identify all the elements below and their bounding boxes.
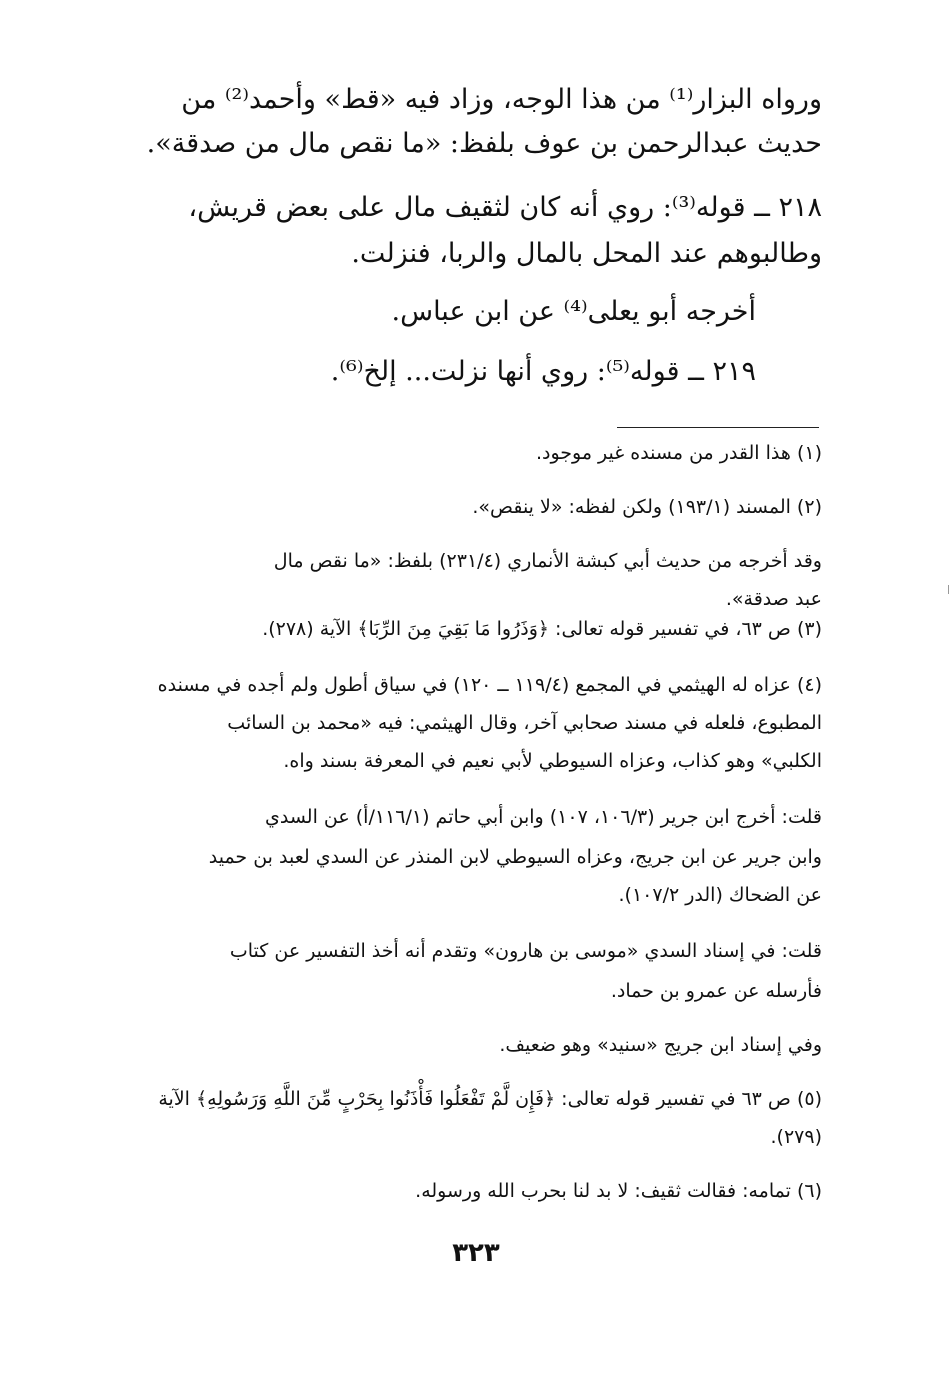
main-text-line: حديث عبدالرحمن بن عوف بلفظ: «ما نقص مال من صدقة». <box>146 128 822 159</box>
entry-219: ٢١٩ ــ قوله⁽⁵⁾: روي أنها نزلت... إلخ⁽⁶⁾. <box>330 356 756 387</box>
footnote-2: (٢) المسند (١٩٣/١) ولكن لفظه: «لا ينقص». <box>472 496 822 518</box>
footnote-4-remark: وابن جرير عن ابن جريج، وعزاه السيوطي لابن المنذر عن السدي لعبد بن حميد <box>208 846 822 868</box>
page-edge-mark <box>948 585 949 594</box>
footnote-4-remark: قلت: في إسناد السدي «موسى بن هارون» وتقدم أنه أخذ التفسير عن كتاب <box>229 940 822 962</box>
footnote-4: الكلبي» وهو كذاب، وعزاه السيوطي لأبي نعيم في المعرفة بسند واه. <box>283 750 822 772</box>
page-number: ٣٢٣ <box>452 1238 500 1268</box>
footnote-4-remark: فأرسله عن عمرو بن حماد. <box>610 980 822 1002</box>
footnote-4-remark: قلت: أخرج ابن جرير (١٠٦/٣، ١٠٧) وابن أبي حاتم (١١٦/١/أ) عن السدي <box>265 806 822 828</box>
footnote-6: (٦) تمامه: فقالت ثقيف: لا بد لنا بحرب الله ورسوله. <box>415 1180 822 1202</box>
footnote-4-remark: وفي إسناد ابن جريج «سنيد» وهو ضعيف. <box>499 1034 822 1056</box>
footnote-separator <box>617 427 819 428</box>
footnote-5: (٥) ص ٦٣ في تفسير قوله تعالى: ﴿فَإِن لَّمْ تَفْعَلُوا فَأْذَنُوا بِحَرْبٍ مِّنَ اللَّهِ وَرَسُولِهِ﴾ الآية <box>158 1088 822 1110</box>
footnote-2-continued: وقد أخرجه من حديث أبي كبشة الأنماري (٢٣١/٤) بلفظ: «ما نقص مال <box>273 550 822 572</box>
footnote-4: المطبوع، فلعله في مسند صحابي آخر، وقال الهيثمي: فيه «محمد بن السائب <box>227 712 822 734</box>
footnote-2-continued: عبد صدقة». <box>725 588 822 610</box>
footnote-3: (٣) ص ٦٣، في تفسير قوله تعالى: ﴿وَذَرُوا مَا بَقِيَ مِنَ الرِّبَا﴾ الآية (٢٧٨). <box>262 618 822 640</box>
footnote-5: (٢٧٩). <box>770 1126 822 1148</box>
entry-218-line: وطالبوهم عند المحل بالمال والربا، فنزلت. <box>351 238 822 269</box>
footnote-1: (١) هذا القدر من مسنده غير موجود. <box>535 442 822 464</box>
main-text-line: ورواه البزار⁽¹⁾ من هذا الوجه، وزاد فيه «قط» وأحمد⁽²⁾ من <box>181 84 822 115</box>
footnote-4: (٤) عزاه له الهيثمي في المجمع (١١٩/٤ ــ ١٢٠) في سياق أطول ولم أجده في مسنده <box>157 674 822 696</box>
entry-218-line: ٢١٨ ــ قوله⁽³⁾: روي أنه كان لثقيف مال على بعض قريش، <box>188 192 822 223</box>
entry-218-takhrij: أخرجه أبو يعلى⁽⁴⁾ عن ابن عباس. <box>391 296 756 327</box>
footnote-4-remark: عن الضحاك (الدر ١٠٧/٢). <box>618 884 822 906</box>
